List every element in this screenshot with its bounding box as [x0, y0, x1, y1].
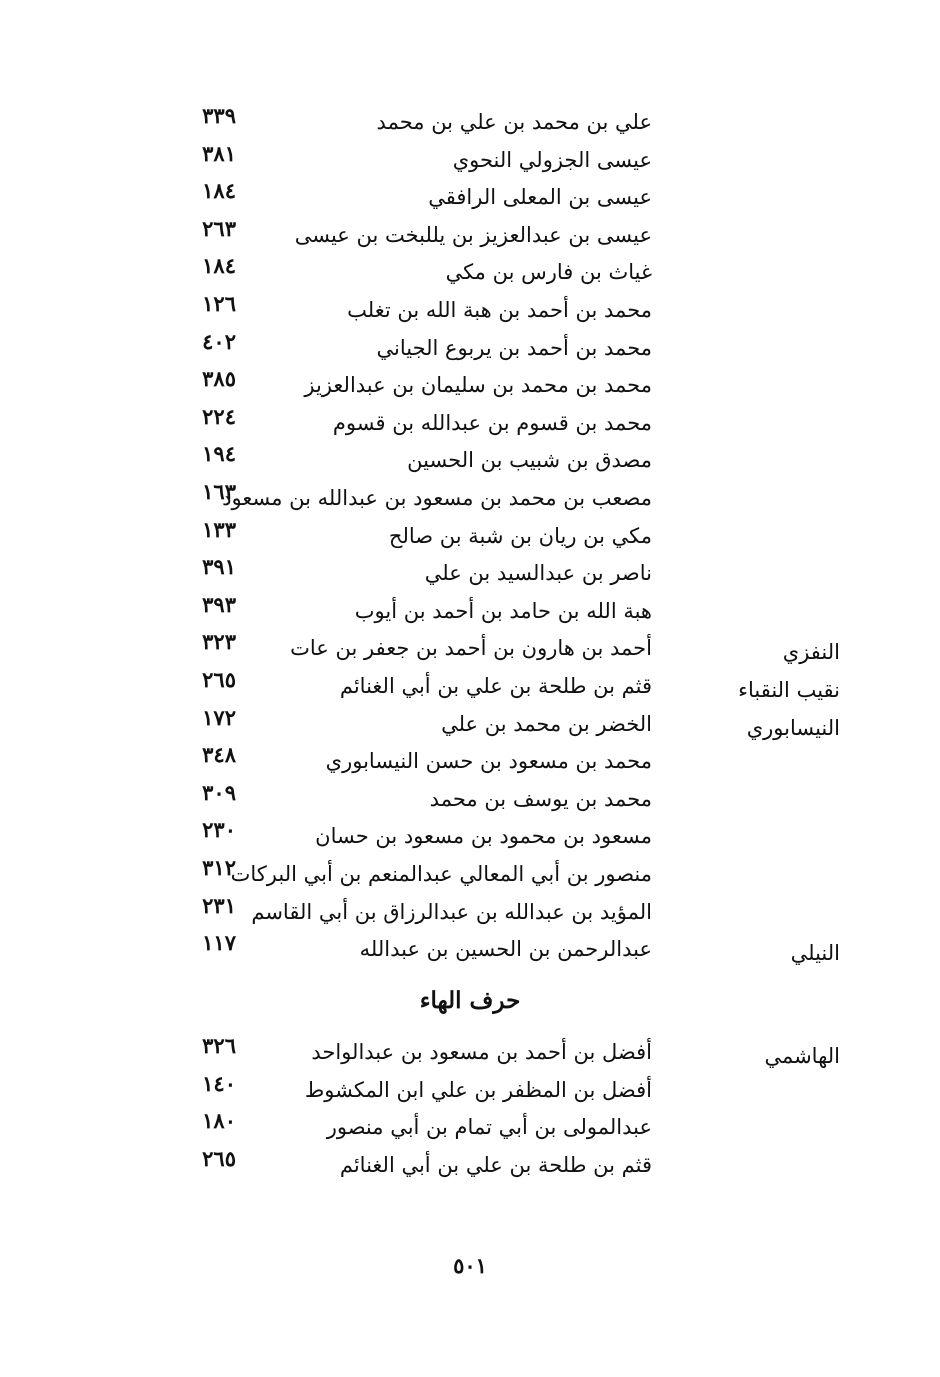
entry-page-number: ٣٨٥: [202, 366, 236, 392]
index-entry: [0, 140, 940, 180]
entry-page-number: ١٢٦: [202, 291, 236, 316]
index-entry: [0, 591, 940, 631]
entry-page-number: ٣٣٩: [202, 103, 236, 128]
entry-page-number: ١٨٤: [202, 253, 236, 279]
entry-name: محمد بن يوسف بن محمد: [429, 786, 652, 811]
index-entry: [0, 291, 940, 330]
entry-name: مصدق بن شبيب بن الحسين: [407, 448, 652, 473]
entry-name: أحمد بن هارون بن أحمد بن جعفر بن عات: [290, 636, 652, 661]
entry-name: مكي بن ريان بن شبة بن صالح: [388, 523, 652, 548]
entry-page-number: ١٩٤: [202, 441, 236, 467]
page-number: ٥٠١: [453, 1253, 487, 1278]
index-entry: [0, 1033, 940, 1072]
entry-page-number: ٣١٢: [202, 855, 236, 880]
entry-page-number: ٣٢٣: [202, 629, 236, 655]
entry-page-number: ٣٨١: [202, 140, 236, 166]
index-entry: [0, 103, 940, 142]
entry-name: عيسى بن عبدالعزيز بن يللبخت بن عيسى: [294, 222, 652, 247]
entry-name: هبة الله بن حامد بن أحمد بن أيوب: [354, 598, 652, 623]
entry-name: عبدالمولى بن أبي تمام بن أبي منصور: [326, 1115, 652, 1140]
entry-name: المؤيد بن عبدالله بن عبدالرزاق بن أبي القاسم: [251, 899, 652, 924]
entry-name: محمد بن قسوم بن عبدالله بن قسوم: [332, 410, 652, 435]
entry-name: غياث بن فارس بن مكي: [445, 260, 652, 285]
index-entry: [0, 403, 940, 443]
entry-name: منصور بن أبي المعالي عبدالمنعم بن أبي البركات: [230, 862, 652, 886]
entry-name: الخضر بن محمد بن علي: [441, 711, 652, 736]
index-entry: [0, 629, 940, 668]
index-entry: [0, 704, 940, 744]
index-entry: [0, 215, 940, 255]
entry-page-number: ١٨٠: [202, 1108, 236, 1134]
index-entry: [0, 930, 940, 969]
entry-nisba: الهاشمي: [764, 1044, 840, 1068]
entry-name: قثم بن طلحة بن علي بن أبي الغنائم: [339, 1152, 652, 1177]
section-heading: حرف الهاء: [419, 987, 521, 1014]
entry-page-number: ١٤٠: [202, 1070, 236, 1096]
entry-nisba: النيلي: [790, 941, 840, 966]
entry-name: قثم بن طلحة بن علي بن أبي الغنائم: [339, 674, 652, 698]
entry-name: عبدالرحمن بن الحسين بن عبدالله: [359, 937, 652, 962]
entry-page-number: ٣٩٣: [202, 591, 236, 617]
entry-page-number: ٣٩١: [202, 554, 236, 580]
entry-name: محمد بن أحمد بن يربوع الجياني: [376, 335, 652, 360]
index-entry: [0, 516, 940, 556]
entry-name: مسعود بن محمود بن مسعود بن حسان: [315, 824, 652, 849]
index-entry: [0, 554, 940, 593]
entry-page-number: ٢٣١: [202, 892, 236, 918]
entry-page-number: ٣٠٩: [202, 779, 236, 805]
index-entry: [0, 441, 940, 480]
entry-name: أفضل بن أحمد بن مسعود بن عبدالواحد: [311, 1040, 652, 1064]
entry-name: مصعب بن محمد بن مسعود بن عبدالله بن مسعود: [222, 486, 652, 510]
index-entry: [0, 1108, 940, 1147]
entry-nisba: النيسابوري: [746, 715, 840, 740]
index-entry: [0, 742, 940, 781]
entry-page-number: ٢٦٥: [202, 1145, 236, 1171]
index-entry: [0, 178, 940, 217]
index-entry: [0, 892, 940, 932]
entry-nisba: نقيب النقباء: [738, 678, 840, 702]
index-entry: [0, 366, 940, 405]
entry-name: عيسى الجزولي النحوي: [452, 147, 652, 172]
entry-page-number: ١٣٣: [202, 516, 236, 542]
entry-name: محمد بن أحمد بن هبة الله بن تغلب: [347, 298, 652, 322]
index-entry: [0, 253, 940, 292]
entry-page-number: ٣٢٦: [202, 1033, 236, 1058]
index-entry: [0, 328, 940, 368]
index-entry: [0, 667, 940, 706]
entry-page-number: ١٧٢: [202, 704, 236, 730]
index-entry: [0, 855, 940, 894]
entry-name: محمد بن مسعود بن حسن النيسابوري: [325, 749, 652, 774]
index-entry: [0, 779, 940, 819]
entry-name: عيسى بن المعلى الرافقي: [428, 185, 652, 210]
index-entry: [0, 1145, 940, 1185]
index-entry: [0, 479, 940, 518]
entry-name: ناصر بن عبدالسيد بن علي: [424, 561, 652, 586]
entry-page-number: ٢٦٣: [202, 215, 236, 241]
entry-page-number: ٢٦٥: [202, 667, 236, 692]
index-entry: [0, 817, 940, 856]
entry-page-number: ١١٧: [202, 930, 236, 956]
entry-name: أفضل بن المظفر بن علي ابن المكشوط: [304, 1077, 652, 1102]
entry-page-number: ٤٠٢: [202, 328, 236, 354]
entry-nisba: النفزي: [782, 640, 840, 665]
entry-name: علي بن محمد بن علي بن محمد: [376, 110, 652, 134]
entry-page-number: ٣٤٨: [202, 742, 236, 768]
entry-page-number: ٢٢٤: [202, 403, 236, 429]
entry-page-number: ١٦٣: [202, 479, 236, 504]
index-entry: [0, 1070, 940, 1110]
entry-page-number: ٢٣٠: [202, 817, 236, 843]
entry-name: محمد بن محمد بن سليمان بن عبدالعزيز: [304, 373, 652, 398]
entry-page-number: ١٨٤: [202, 178, 236, 204]
